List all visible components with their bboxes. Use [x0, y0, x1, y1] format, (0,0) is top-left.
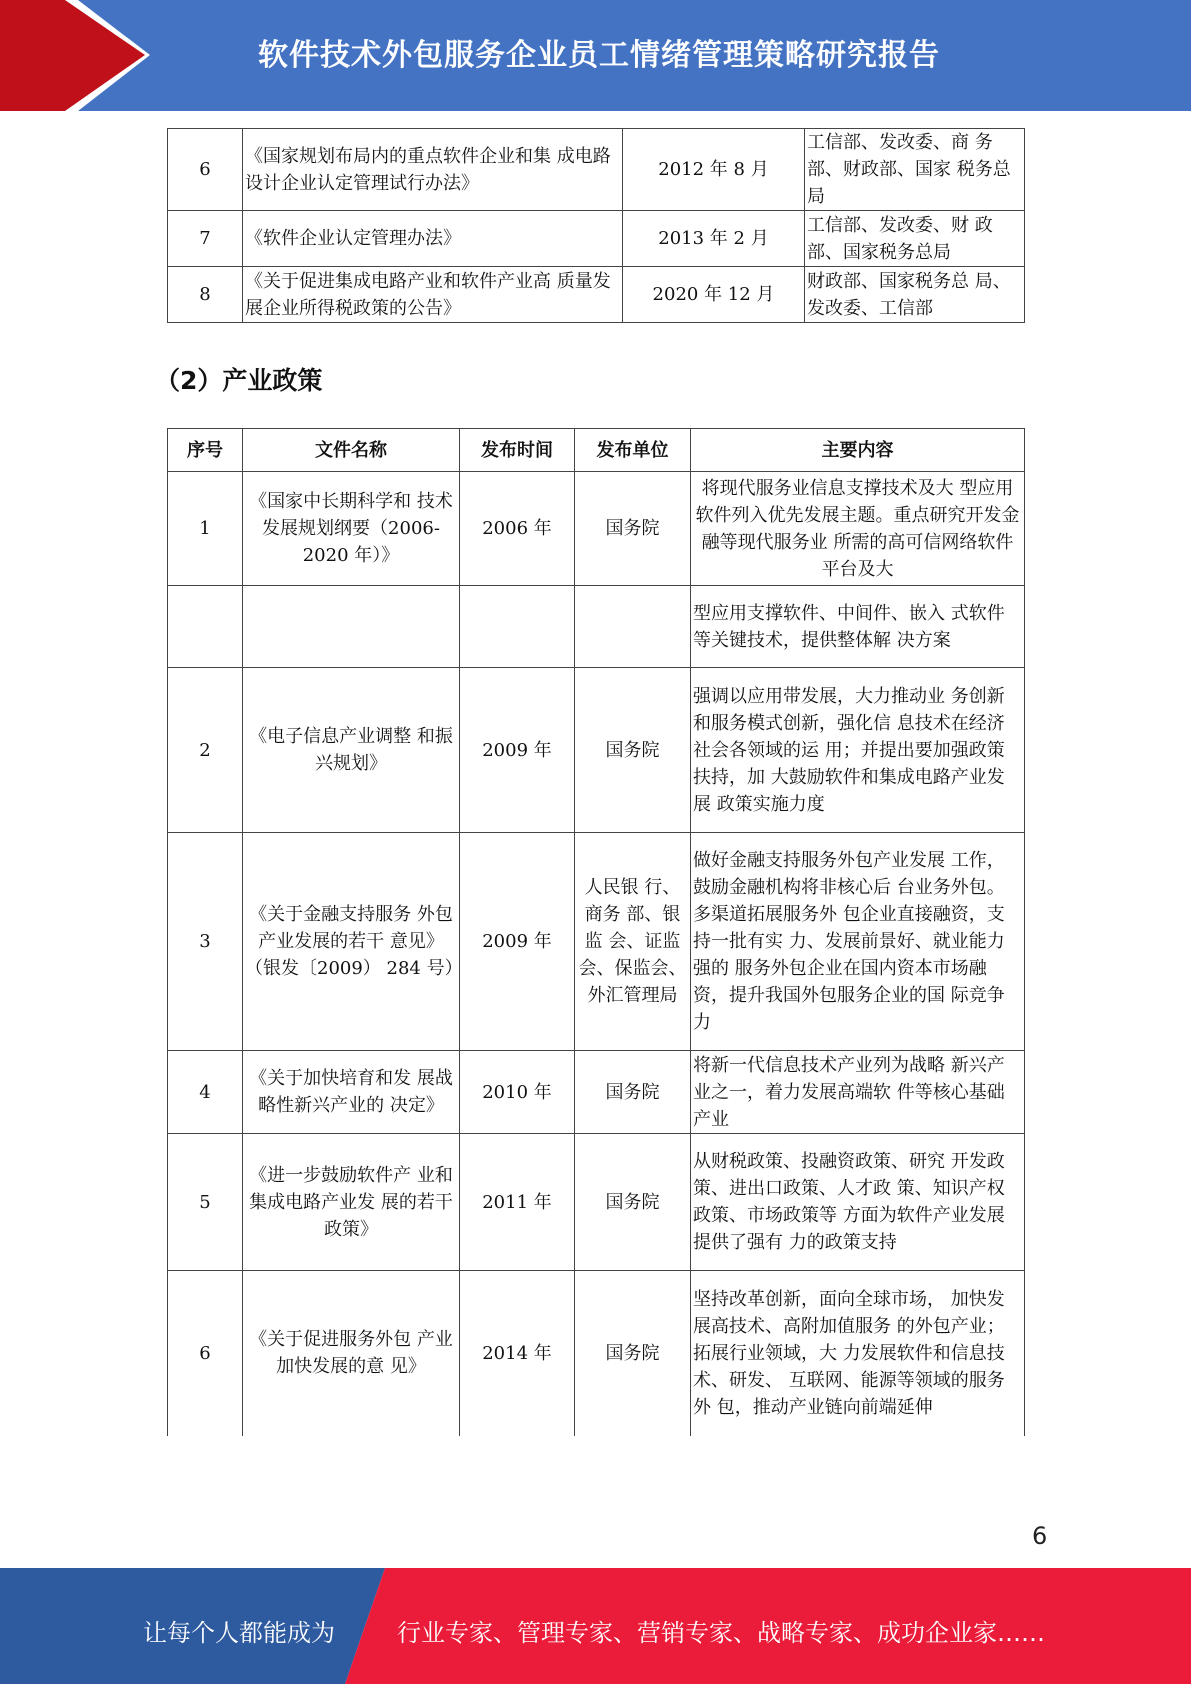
row-no: 4: [168, 1051, 243, 1134]
header-date: 发布时间: [460, 429, 575, 472]
header-red-chevron: [0, 0, 150, 111]
table-row: [168, 668, 1025, 833]
pub-date: 2013 年 2 月: [623, 211, 805, 267]
header-no: 序号: [168, 429, 243, 472]
table-header-row: [168, 429, 1025, 472]
doc-name: 《软件企业认定管理办法》: [243, 211, 623, 267]
tax-policy-table-continued: [167, 128, 1025, 323]
row-no: [168, 586, 243, 668]
table-row: [168, 1134, 1025, 1271]
doc-name: 《国家规划布局内的重点软件企业和集 成电路设计企业认定管理试行办法》: [243, 129, 623, 211]
doc-name: 《进一步鼓励软件产 业和集成电路产业发 展的若干政策》: [243, 1134, 460, 1271]
row-no: 6: [168, 129, 243, 211]
pub-date: 2014 年: [460, 1271, 575, 1436]
row-no: 6: [168, 1271, 243, 1436]
main-content: 做好金融支持服务外包产业发展 工作，鼓励金融机构将非核心后 台业务外包。多渠道拓展服务外 包企业直接融资，支持一批有实 力、发展前景好、就业能力强的 服务外包企业在国内资本市场融 资，提升我国外包服务企业的国 际竞争力: [691, 833, 1025, 1051]
doc-name: 《电子信息产业调整 和振兴规划》: [243, 668, 460, 833]
main-content: 强调以应用带发展，大力推动业 务创新和服务模式创新，强化信 息技术在经济社会各领域的运 用；并提出要加强政策扶持，加 大鼓励软件和集成电路产业发展 政策实施力度: [691, 668, 1025, 833]
header-name: 文件名称: [243, 429, 460, 472]
table-row: [168, 1051, 1025, 1134]
doc-name: [243, 586, 460, 668]
pub-date: 2011 年: [460, 1134, 575, 1271]
issuer: 工信部、发改委、商 务部、财政部、国家 税务总局: [805, 129, 1025, 211]
main-content: 坚持改革创新，面向全球市场， 加快发展高技术、高附加值服务 的外包产业；拓展行业领域，大 力发展软件和信息技术、研发、 互联网、能源等领域的服务外 包，推动产业链向前端延伸: [691, 1271, 1025, 1436]
doc-name: 《关于金融支持服务 外包产业发展的若干 意见》（银发〔2009） 284 号）: [243, 833, 460, 1051]
issuer: 人民银 行、商务 部、银监 会、证监会、保监会、外汇管理局: [575, 833, 691, 1051]
issuer: 国务院: [575, 1271, 691, 1436]
section-heading: （2）产业政策: [155, 366, 323, 395]
issuer: 国务院: [575, 472, 691, 586]
issuer: [575, 586, 691, 668]
table-row: [168, 267, 1025, 323]
issuer: 工信部、发改委、财 政部、国家税务总局: [805, 211, 1025, 267]
report-title: 软件技术外包服务企业员工情绪管理策略研究报告: [258, 38, 940, 73]
row-no: 5: [168, 1134, 243, 1271]
table-row: [168, 129, 1025, 211]
pub-date: [460, 586, 575, 668]
doc-name: 《关于促进集成电路产业和软件产业高 质量发展企业所得税政策的公告》: [243, 267, 623, 323]
pub-date: 2012 年 8 月: [623, 129, 805, 211]
table-row: [168, 1271, 1025, 1436]
pub-date: 2010 年: [460, 1051, 575, 1134]
main-content: 将新一代信息技术产业列为战略 新兴产业之一，着力发展高端软 件等核心基础产业: [691, 1051, 1025, 1134]
page-footer: [0, 1568, 1191, 1684]
row-no: 7: [168, 211, 243, 267]
industry-policy-table: [167, 428, 1025, 1436]
pub-date: 2009 年: [460, 833, 575, 1051]
issuer: 国务院: [575, 668, 691, 833]
issuer: 国务院: [575, 1051, 691, 1134]
footer-slogan-left: 让每个人都能成为: [143, 1619, 335, 1647]
page-header: [0, 0, 1191, 111]
issuer: 国务院: [575, 1134, 691, 1271]
footer-slogan-right: 行业专家、管理专家、营销专家、战略专家、成功企业家……: [397, 1619, 1045, 1647]
header-issuer: 发布单位: [575, 429, 691, 472]
row-no: 3: [168, 833, 243, 1051]
page-number: 6: [1032, 1522, 1048, 1550]
pub-date: 2020 年 12 月: [623, 267, 805, 323]
doc-name: 《国家中长期科学和 技术发展规划纲要（2006-2020 年）》: [243, 472, 460, 586]
row-no: 2: [168, 668, 243, 833]
row-no: 1: [168, 472, 243, 586]
main-content: 从财税政策、投融资政策、研究 开发政策、进出口政策、人才政 策、知识产权政策、市场政策等 方面为软件产业发展提供了强有 力的政策支持: [691, 1134, 1025, 1271]
doc-name: 《关于促进服务外包 产业加快发展的意 见》: [243, 1271, 460, 1436]
doc-name: 《关于加快培育和发 展战略性新兴产业的 决定》: [243, 1051, 460, 1134]
pub-date: 2009 年: [460, 668, 575, 833]
issuer: 财政部、国家税务总 局、发改委、工信部: [805, 267, 1025, 323]
row-no: 8: [168, 267, 243, 323]
table-row: [168, 833, 1025, 1051]
pub-date: 2006 年: [460, 472, 575, 586]
table-row: [168, 472, 1025, 586]
main-content: 将现代服务业信息支撑技术及大 型应用软件列入优先发展主题。重点研究开发金融等现代服务业 所需的高可信网络软件平台及大: [691, 472, 1025, 586]
table-row: [168, 211, 1025, 267]
main-content: 型应用支撑软件、中间件、嵌入 式软件等关键技术，提供整体解 决方案: [691, 586, 1025, 668]
table-row: [168, 586, 1025, 668]
header-content: 主要内容: [691, 429, 1025, 472]
